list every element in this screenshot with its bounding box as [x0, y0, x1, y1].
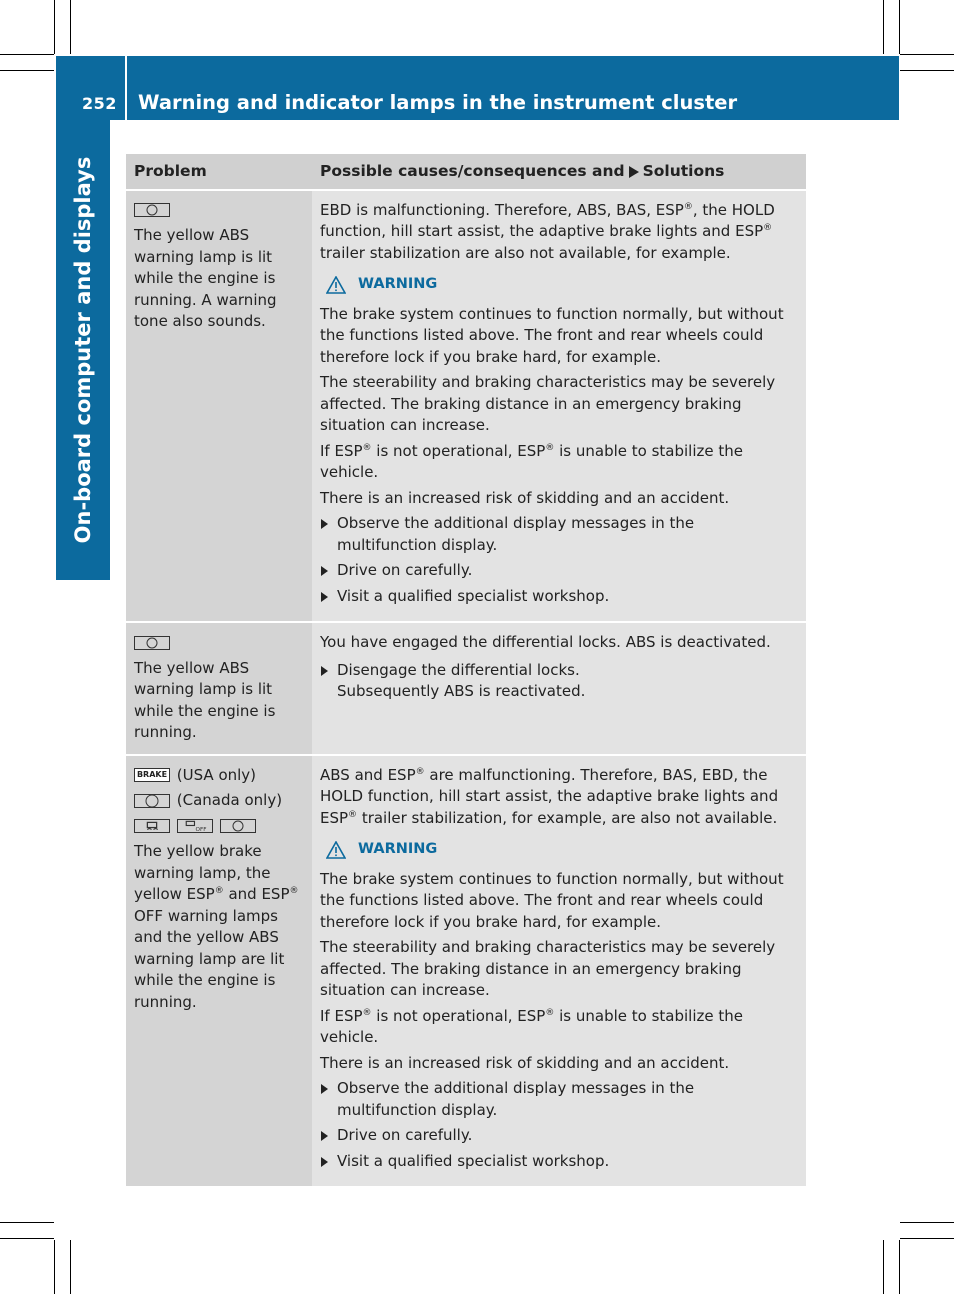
- arrow-bullet-icon: [321, 1084, 328, 1094]
- list-item: Observe the additional display messages in the multifunction display.: [320, 513, 798, 556]
- crop-mark: [900, 1222, 954, 1223]
- crop-mark: [0, 1222, 54, 1223]
- table-header-row: [126, 154, 806, 190]
- usa-only-label: (USA only): [176, 765, 257, 784]
- crop-mark: [0, 1238, 54, 1239]
- cause-text: EBD is malfunctioning. Therefore, ABS, BAS, ESP®, the HOLD function, hill start assist, the adaptive brake lights and ESP® trailer stabilization are also not available, for example.: [320, 200, 775, 262]
- solution-steps: [320, 1078, 798, 1172]
- warning-text: The steerability and braking characteristics may be severely affected. The braking distance in an emergency braking situation can increase.: [320, 938, 776, 999]
- arrow-bullet-icon: [321, 519, 328, 529]
- warning-heading: [326, 839, 798, 861]
- table-row: [126, 622, 806, 755]
- abs-lamp-icon: [134, 203, 170, 217]
- problem-cell: [126, 190, 312, 623]
- header-divider: [125, 56, 127, 120]
- solution-steps: [320, 513, 798, 607]
- crop-mark: [900, 70, 954, 71]
- abs-lamp-icon: [220, 819, 256, 833]
- list-item: Drive on carefully.: [320, 560, 798, 582]
- list-item: Drive on carefully.: [320, 1125, 798, 1147]
- problem-cell: [126, 755, 312, 1188]
- warning-text: The steerability and braking characteristics may be severely affected. The braking distance in an emergency braking situation can increase.: [320, 373, 776, 434]
- list-item: Visit a qualified specialist workshop.: [320, 586, 798, 608]
- header-causes-label: Possible causes/consequences and: [320, 162, 625, 180]
- warning-text: There is an increased risk of skidding and an accident.: [320, 1053, 730, 1072]
- table-row: [126, 190, 806, 623]
- brake-circle-lamp-icon: [134, 794, 170, 808]
- cause-text: You have engaged the differential locks. ABS is deactivated.: [320, 633, 771, 651]
- crop-mark: [883, 1240, 884, 1294]
- crop-mark: [900, 1238, 954, 1239]
- page-header: [56, 56, 899, 120]
- column-header-causes: [312, 154, 806, 190]
- brake-lamp-icon: BRAKE: [134, 768, 170, 782]
- arrow-bullet-icon: [321, 566, 328, 576]
- esp-lamp-icon: [134, 819, 170, 833]
- esp-off-lamp-icon: [177, 819, 213, 833]
- warning-heading: [326, 274, 798, 296]
- warning-text: There is an increased risk of skidding and an accident.: [320, 488, 730, 507]
- problem-text: The yellow brake warning lamp, the yellow ESP® and ESP® OFF warning lamps and the yellow ABS warning lamp are lit while the engine is running.: [134, 842, 299, 1011]
- solution-steps: [320, 660, 798, 703]
- page-title: Warning and indicator lamps in the instrument cluster: [138, 91, 738, 114]
- crop-mark: [70, 0, 71, 54]
- crop-mark: [899, 0, 900, 54]
- problem-text: The yellow ABS warning lamp is lit while the engine is running.: [134, 658, 276, 741]
- crop-mark: [54, 0, 55, 54]
- arrow-bullet-icon: [321, 666, 328, 676]
- arrow-bullet-icon: [321, 1131, 328, 1141]
- arrow-bullet-icon: [629, 166, 639, 178]
- list-item: Visit a qualified specialist workshop.: [320, 1151, 798, 1173]
- section-side-tab: [56, 120, 110, 580]
- crop-mark: [900, 54, 954, 55]
- cause-text: ABS and ESP® are malfunctioning. Therefore, BAS, EBD, the HOLD function, hill start assist, the adaptive brake lights and ESP® trailer stabilization, for example, are also not available.: [320, 765, 779, 827]
- problem-cell: [126, 622, 312, 755]
- abs-lamp-icon: [134, 636, 170, 650]
- warning-lamps-table: [126, 154, 806, 1188]
- list-item: Observe the additional display messages in the multifunction display.: [320, 1078, 798, 1121]
- page-number: 252: [82, 94, 117, 113]
- list-item: Disengage the differential locks. Subsequently ABS is reactivated.: [320, 660, 798, 703]
- crop-mark: [70, 1240, 71, 1294]
- svg-text:OFF: OFF: [195, 827, 207, 832]
- warning-text: If ESP® is not operational, ESP® is unable to stabilize the vehicle.: [320, 1006, 743, 1046]
- solution-cell: [312, 622, 806, 755]
- section-tab-label: On-board computer and displays: [71, 156, 95, 544]
- arrow-bullet-icon: [321, 1157, 328, 1167]
- solution-cell: [312, 755, 806, 1188]
- warning-text: The brake system continues to function normally, but without the functions listed above. The front and rear wheels could therefore lock if you brake hard, for example.: [320, 869, 784, 931]
- crop-mark: [883, 0, 884, 54]
- problem-text: The yellow ABS warning lamp is lit while the engine is running. A warning tone also sounds.: [134, 226, 277, 330]
- crop-mark: [54, 1240, 55, 1294]
- crop-mark: [0, 54, 54, 55]
- warning-text: If ESP® is not operational, ESP® is unable to stabilize the vehicle.: [320, 441, 743, 481]
- crop-mark: [0, 70, 54, 71]
- warning-triangle-icon: [326, 276, 346, 294]
- table-row: [126, 755, 806, 1188]
- column-header-problem: Problem: [126, 154, 312, 190]
- warning-label: WARNING: [358, 276, 438, 292]
- warning-text: The brake system continues to function normally, but without the functions listed above. The front and rear wheels could therefore lock if you brake hard, for example.: [320, 304, 784, 366]
- canada-only-label: (Canada only): [176, 791, 283, 809]
- warning-label: WARNING: [358, 841, 438, 857]
- warning-triangle-icon: [326, 841, 346, 859]
- arrow-bullet-icon: [321, 592, 328, 602]
- header-solutions-label: Solutions: [642, 162, 725, 180]
- solution-cell: [312, 190, 806, 623]
- crop-mark: [899, 1240, 900, 1294]
